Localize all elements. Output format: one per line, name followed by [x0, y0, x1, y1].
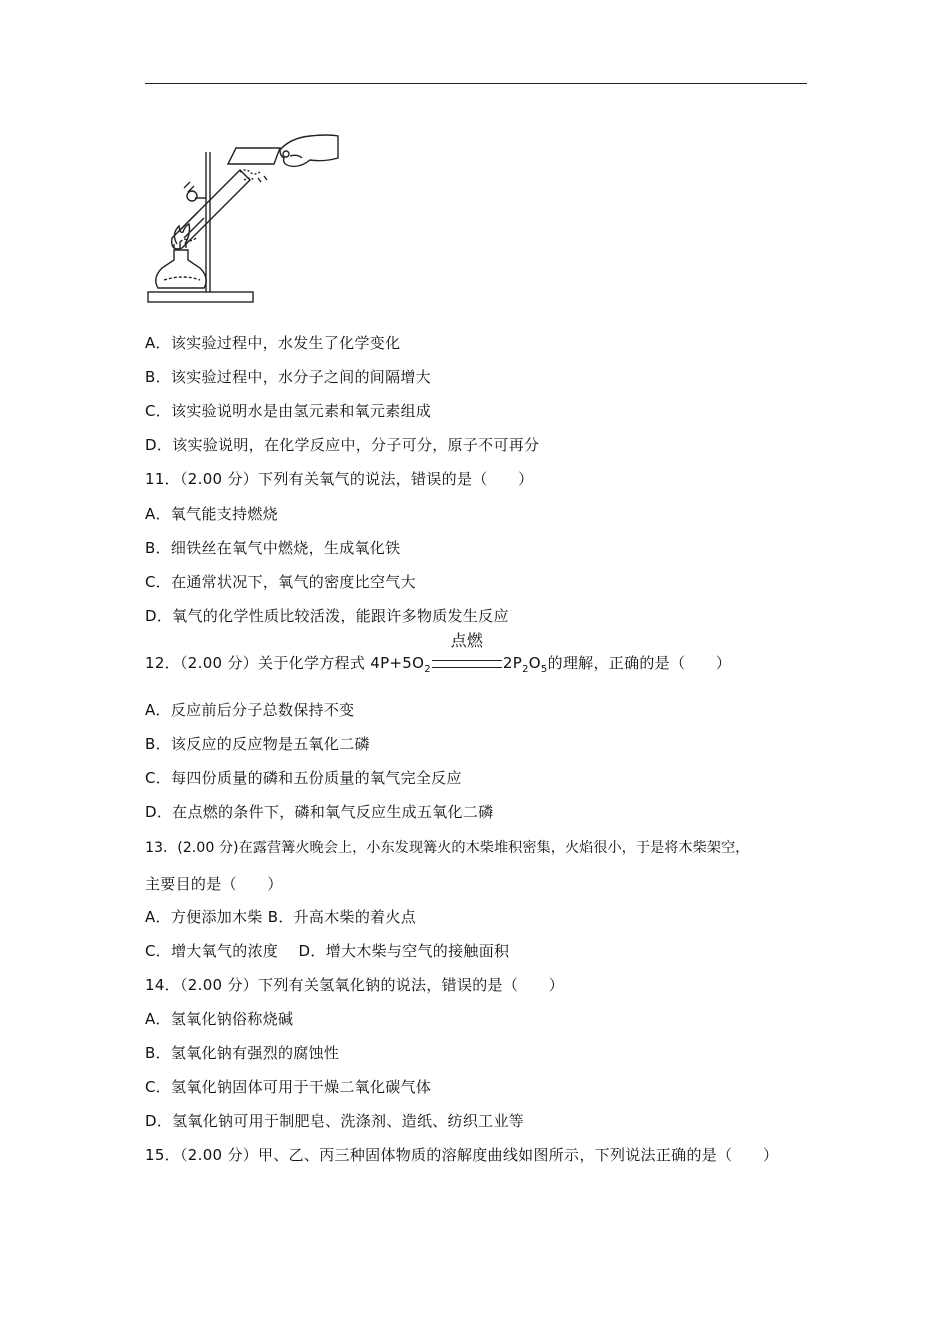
- q12-option-d: D．在点燃的条件下，磷和氧气反应生成五氧化二磷: [145, 803, 494, 821]
- q12-o2-subscript: 2: [424, 664, 431, 675]
- q10-option-c: C．该实验说明水是由氢元素和氧元素组成: [145, 402, 432, 420]
- q12-option-c: C．每四份质量的磷和五份质量的氧气完全反应: [145, 769, 462, 787]
- q11-stem: 11．（2.00 分）下列有关氧气的说法，错误的是（ ）: [145, 470, 534, 488]
- q12-p-subscript: 2: [522, 664, 529, 675]
- experiment-apparatus-illustration: [140, 120, 340, 310]
- q14-option-d: D．氢氧化钠可用于制肥皂、洗涤剂、造纸、纺织工业等: [145, 1112, 525, 1130]
- q12-stem: [145, 631, 732, 680]
- q10-option-a: A．该实验过程中，水发生了化学变化: [145, 334, 401, 352]
- q12-product: 2P: [502, 654, 523, 672]
- q12-o-subscript: 5: [540, 664, 548, 675]
- q14-stem: 14．（2.00 分）下列有关氢氧化钠的说法，错误的是（ ）: [145, 976, 565, 994]
- q13-stem-line2: 主要目的是（ ）: [145, 875, 283, 893]
- q12-stem-prefix: 12．（2.00 分）关于化学方程式 4P+5O: [145, 654, 425, 672]
- reaction-condition: 点燃: [450, 631, 484, 650]
- q10-option-d: D．该实验说明，在化学反应中，分子可分，原子不可再分: [145, 436, 540, 454]
- q13-stem-line1: 13．(2.00 分)在露营篝火晚会上，小东发现篝火的木柴堆积密集，火焰很小，于是将木柴架空，: [145, 840, 750, 856]
- header-rule: [145, 83, 807, 84]
- q12-option-a: A．反应前后分子总数保持不变: [145, 701, 355, 719]
- q14-option-b: B．氢氧化钠有强烈的腐蚀性: [145, 1044, 340, 1062]
- q11-option-b: B．细铁丝在氧气中燃烧，生成氧化铁: [145, 539, 401, 557]
- q13-options-line2: C．增大氧气的浓度 D．增大木柴与空气的接触面积: [145, 942, 510, 960]
- q13-options-line1: A．方便添加木柴 B．升高木柴的着火点: [145, 908, 417, 926]
- q12-o: O: [528, 654, 541, 672]
- q15-stem: 15．（2.00 分）甲、乙、丙三种固体物质的溶解度曲线如图所示，下列说法正确的是（ ）: [145, 1146, 779, 1164]
- q12-stem-suffix: 的理解，正确的是（ ）: [547, 654, 732, 672]
- q14-option-c: C．氢氧化钠固体可用于干燥二氧化碳气体: [145, 1078, 432, 1096]
- apparatus-drawing: [140, 120, 340, 310]
- q11-option-a: A．氧气能支持燃烧: [145, 505, 278, 523]
- q11-option-c: C．在通常状况下，氧气的密度比空气大: [145, 573, 416, 591]
- q10-option-b: B．该实验过程中，水分子之间的间隔增大: [145, 368, 431, 386]
- q12-option-b: B．该反应的反应物是五氧化二磷: [145, 735, 370, 753]
- q14-option-a: A．氢氧化钠俗称烧碱: [145, 1010, 294, 1028]
- equation-arrow: [431, 631, 503, 673]
- q11-option-d: D．氧气的化学性质比较活泼，能跟许多物质发生反应: [145, 607, 509, 625]
